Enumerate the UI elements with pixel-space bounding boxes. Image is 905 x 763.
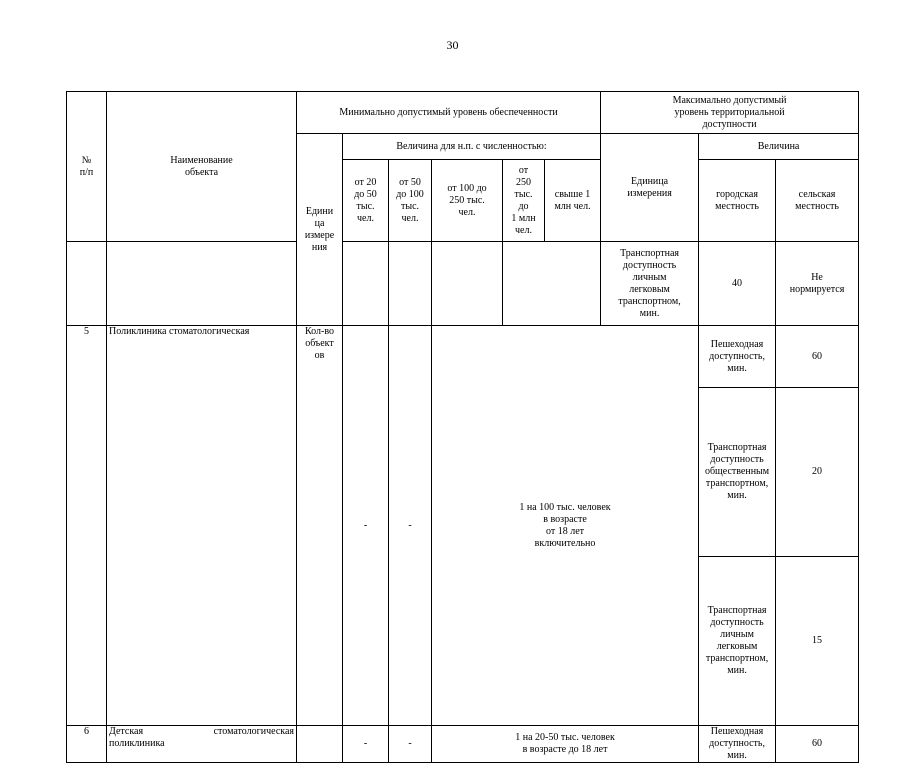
row5-sub1-unit: Пешеходная доступность, мин. <box>699 326 776 388</box>
row5-pop2: - <box>389 326 432 726</box>
col-header-min-level: Минимально допустимый уровень обеспеченности <box>297 92 601 134</box>
table-cell <box>107 242 297 326</box>
cont-urban: 40 <box>699 242 776 326</box>
page-number: 30 <box>446 38 459 52</box>
row5-sub1-urban: 60 <box>776 326 859 388</box>
col-header-pop-100-250: от 100 до 250 тыс. чел. <box>432 160 503 242</box>
table-cell <box>67 242 107 326</box>
row6-urban: 60 <box>776 726 859 763</box>
row6-unit: Пешеходная доступность, мин. <box>699 726 776 763</box>
row6-name <box>107 726 297 763</box>
col-header-by-population: Величина для н.п. с численностью: <box>343 134 601 160</box>
row5-num: 5 <box>67 326 107 726</box>
col-header-rural: сельская местность <box>776 160 859 242</box>
row6-num: 6 <box>67 726 107 763</box>
row5-sub2-urban: 20 <box>776 388 859 557</box>
col-header-pop-over-1m: свыше 1 млн чел. <box>545 160 601 242</box>
col-header-max-level: Максимально допустимый уровень территориальной доступности <box>601 92 859 134</box>
col-header-pop-20-50: от 20 до 50 тыс. чел. <box>343 160 389 242</box>
table-cell <box>343 242 389 326</box>
col-header-pop-50-100: от 50 до 100 тыс. чел. <box>389 160 432 242</box>
row5-norm: 1 на 100 тыс. человек в возрасте от 18 лет включительно <box>432 326 699 726</box>
col-header-pop-250-1m: от 250 тыс. до 1 млн чел. <box>503 160 545 242</box>
table-cell <box>389 242 432 326</box>
row5-sub2-unit: Транспортная доступность общественным транспортном, мин. <box>699 388 776 557</box>
col-header-max-value: Величина <box>699 134 859 160</box>
table-cell <box>503 242 601 326</box>
col-header-num: № п/п <box>67 92 107 242</box>
col-header-name: Наименование объекта <box>107 92 297 242</box>
row5-sub3-urban: 15 <box>776 557 859 726</box>
row6-pop2: - <box>389 726 432 763</box>
table-cell <box>432 242 503 326</box>
row5-pop1: - <box>343 326 389 726</box>
row6-name-line2: поликлиника <box>109 738 165 749</box>
col-header-max-unit: Единица измерения <box>601 134 699 242</box>
row6-pop1: - <box>343 726 389 763</box>
col-header-urban: городская местность <box>699 160 776 242</box>
cont-unit: Транспортная доступность личным легковым транспортном, мин. <box>601 242 699 326</box>
row5-unit: Кол-во объект ов <box>297 326 343 726</box>
norms-table <box>66 91 859 763</box>
row5-name: Поликлиника стоматологическая <box>107 326 297 726</box>
col-header-unit: Едини ца измере ния <box>297 134 343 326</box>
cont-rural: Не нормируется <box>776 242 859 326</box>
row6-name-line1: Детская стоматологическая <box>109 726 294 737</box>
row5-sub3-unit: Транспортная доступность личным легковым транспортном, мин. <box>699 557 776 726</box>
table-cell <box>297 726 343 763</box>
row6-norm: 1 на 20-50 тыс. человек в возрасте до 18 лет <box>432 726 699 763</box>
